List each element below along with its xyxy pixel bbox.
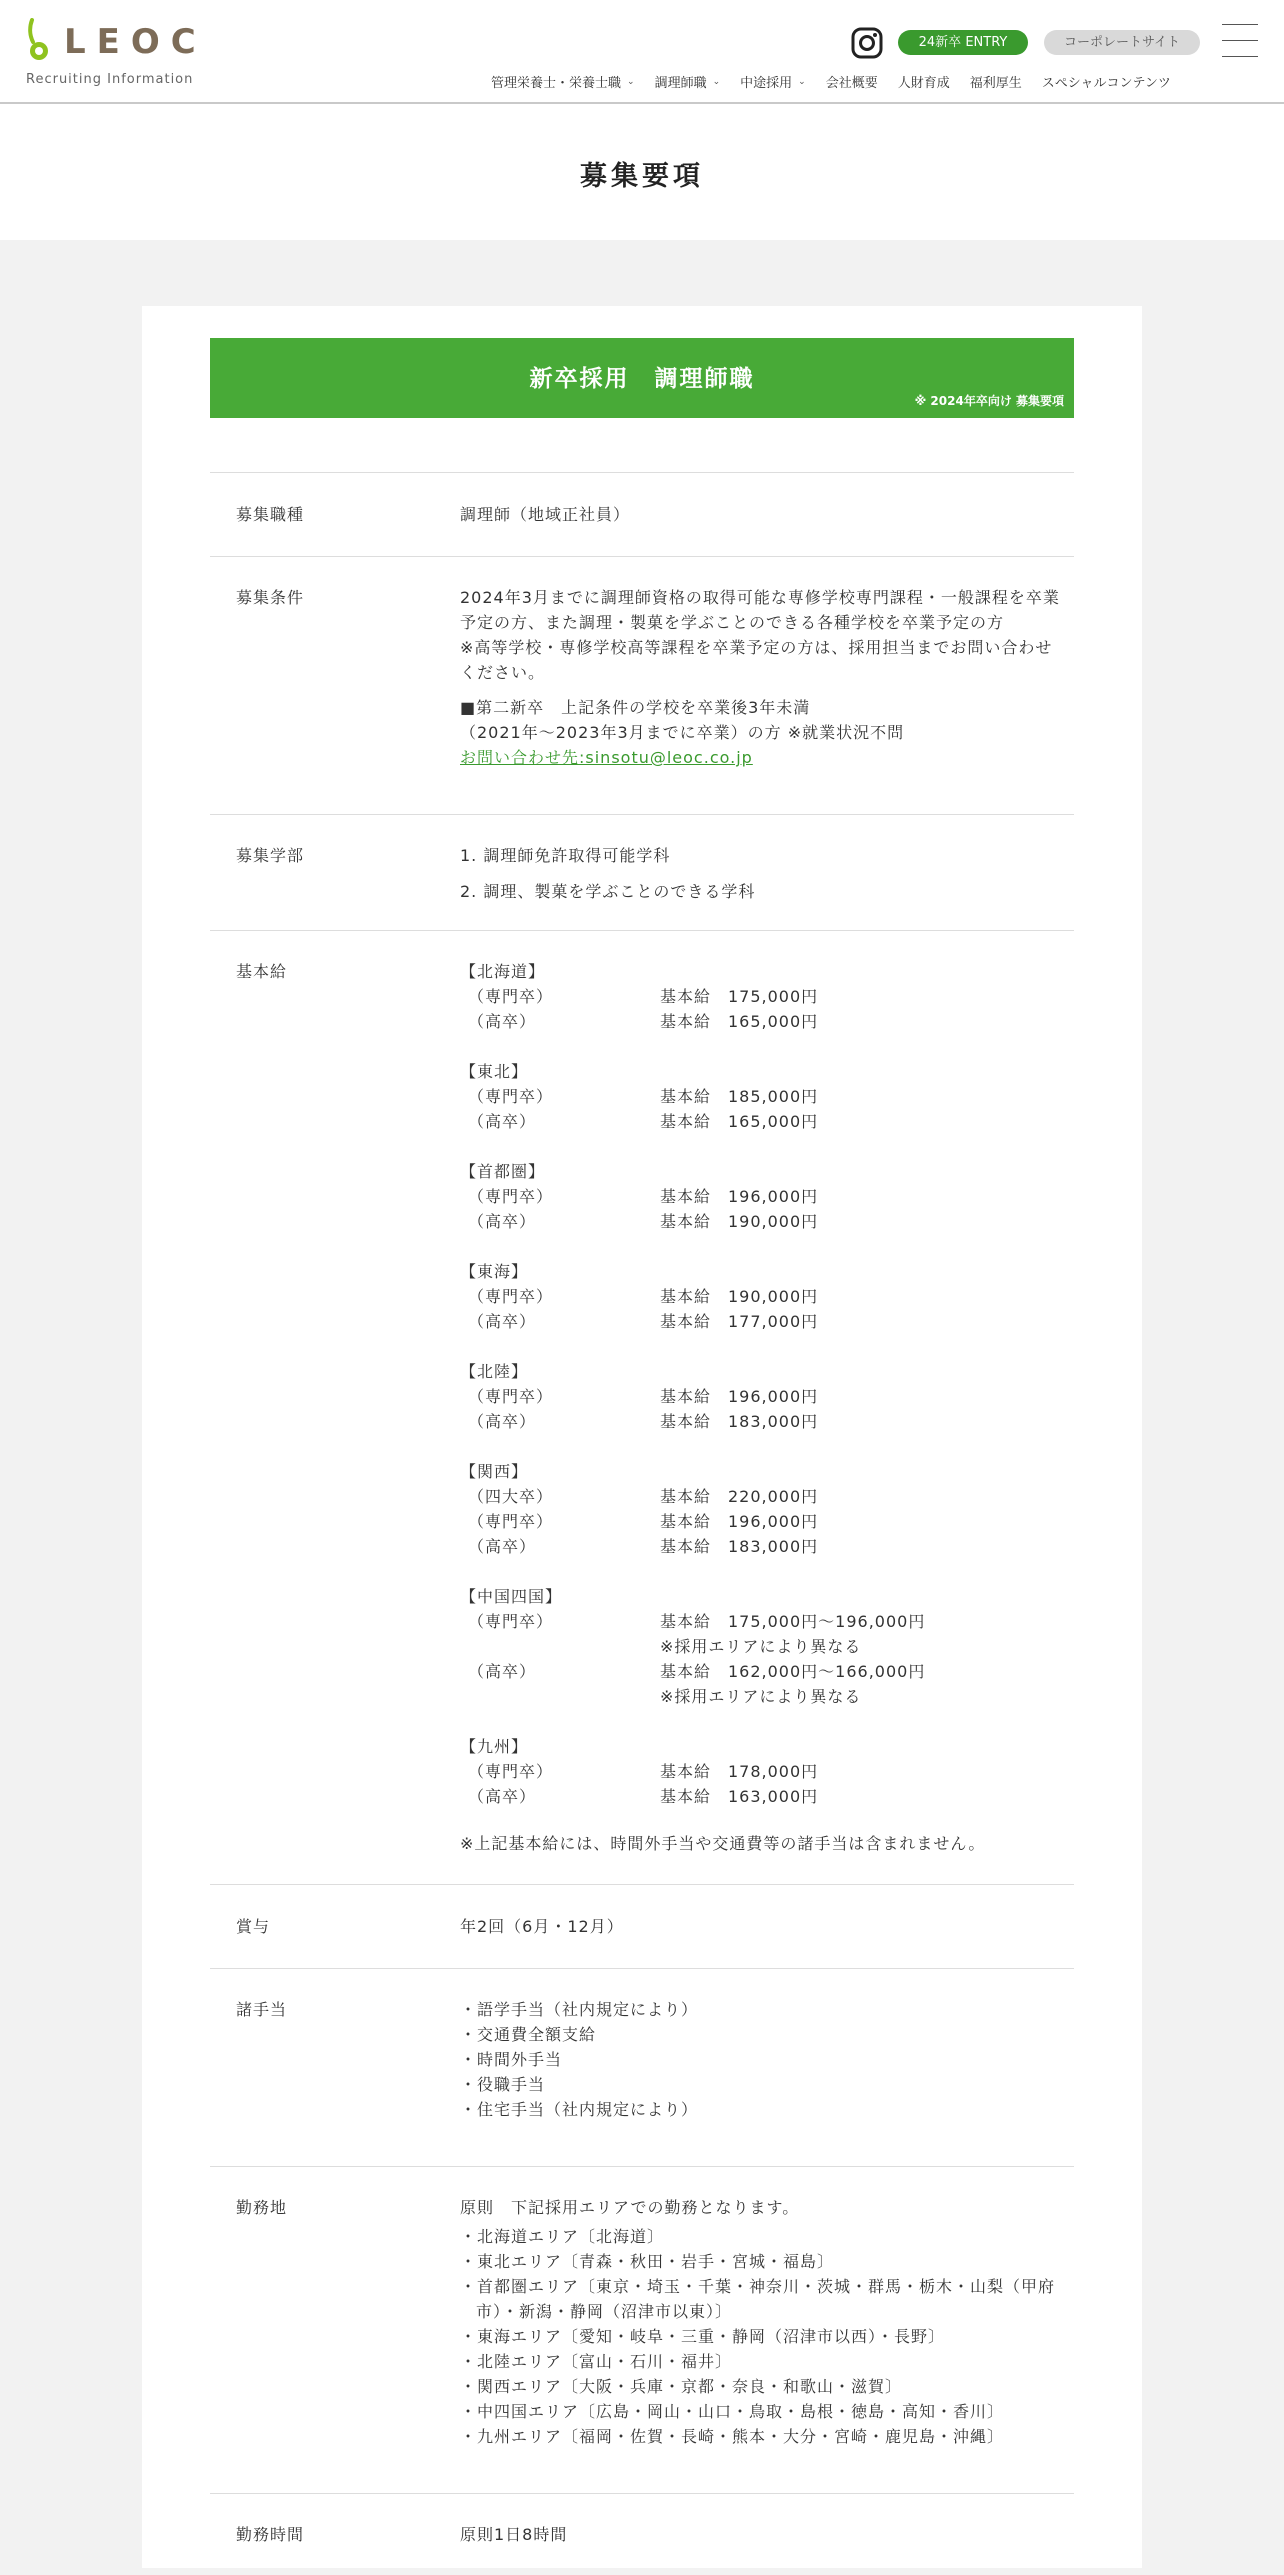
banner-title: 新卒採用 調理師職	[529, 366, 755, 392]
education-level: （四大卒）	[468, 1487, 554, 1506]
salary-amount: 基本給 178,000円	[660, 1762, 819, 1781]
salary-amount: ※採用エリアにより異なる	[660, 1637, 862, 1656]
salary-amount: 基本給 177,000円	[660, 1312, 819, 1331]
nav-item-dietitian[interactable]	[491, 72, 635, 91]
list-item: ・北陸エリア〔富山・石川・福井〕	[460, 2352, 733, 2371]
row-value: 原則1日8時間	[460, 2525, 568, 2544]
salary-line	[460, 1609, 1064, 1634]
salary-amount: 基本給 165,000円	[660, 1112, 819, 1131]
education-level: （専門卒）	[468, 987, 554, 1006]
page-heading-area	[0, 104, 1284, 240]
list-item: ・東海エリア〔愛知・岐阜・三重・静岡（沼津市以西）・長野〕	[460, 2327, 946, 2346]
condition-note: ※高等学校・専修学校高等課程を卒業予定の方は、採用担当までお問い合わせください。	[460, 638, 1053, 682]
salary-amount: 基本給 196,000円	[660, 1187, 819, 1206]
salary-line	[460, 1534, 1064, 1559]
chevron-down-icon: ⌄	[712, 76, 721, 87]
salary-amount: 基本給 175,000円	[660, 987, 819, 1006]
nav-label: 中途採用	[740, 76, 793, 91]
row-job	[210, 473, 1074, 557]
list-item: ・語学手当（社内規定により）	[460, 2000, 699, 2019]
education-level: （高卒）	[468, 1787, 537, 1806]
row-label: 募集職種	[236, 505, 305, 524]
list-item: 2. 調理、製菓を学ぶことのできる学科	[460, 882, 756, 901]
nav-item-midcareer[interactable]	[740, 72, 806, 91]
list-item: ・中四国エリア〔広島・岡山・山口・鳥取・島根・徳島・高知・香川〕	[460, 2402, 1005, 2421]
education-level: （専門卒）	[468, 1762, 554, 1781]
salary-amount: 基本給 162,000円～166,000円	[660, 1662, 926, 1681]
nav-item-welfare[interactable]	[970, 72, 1022, 91]
region-name: 【首都圏】	[460, 1162, 546, 1181]
list-item: 1. 調理師免許取得可能学科	[460, 846, 671, 865]
salary-line	[460, 1184, 1064, 1209]
salary-line	[460, 1659, 1064, 1684]
list-item: ・関西エリア〔大阪・兵庫・京都・奈良・和歌山・滋賀〕	[460, 2377, 903, 2396]
salary-line	[460, 1309, 1064, 1334]
salary-region	[460, 1259, 1064, 1334]
salary-region	[460, 1359, 1064, 1434]
row-label: 基本給	[236, 962, 288, 981]
salary-line	[460, 1384, 1064, 1409]
list-item: ・東北エリア〔青森・秋田・岩手・宮城・福島〕	[460, 2252, 835, 2271]
chevron-down-icon: ⌄	[627, 76, 635, 87]
banner-note: ※ 2024年卒向け 募集要項	[914, 394, 1064, 408]
salary-amount: 基本給 183,000円	[660, 1412, 819, 1431]
salary-amount: 基本給 190,000円	[660, 1212, 819, 1231]
entry-button[interactable]: 24新卒 ENTRY	[898, 30, 1028, 55]
region-name: 【北海道】	[460, 962, 546, 981]
salary-amount: 基本給 196,000円	[660, 1512, 819, 1531]
salary-amount: 基本給 163,000円	[660, 1787, 819, 1806]
salary-amount: ※採用エリアにより異なる	[660, 1687, 862, 1706]
second-graduate-note: （2021年～2023年3月までに卒業）の方 ※就業状況不問	[460, 723, 905, 742]
row-label: 募集学部	[236, 846, 305, 865]
salary-region	[460, 1734, 1064, 1809]
region-name: 【北陸】	[460, 1362, 529, 1381]
nav-item-training[interactable]	[898, 72, 950, 91]
row-bonus	[210, 1885, 1074, 1969]
salary-line	[460, 1634, 1064, 1659]
requirements-table	[210, 472, 1074, 2575]
education-level: （高卒）	[468, 1212, 537, 1231]
row-value	[460, 585, 1074, 770]
salary-line	[460, 1109, 1064, 1134]
salary-amount: 基本給 196,000円	[660, 1387, 819, 1406]
global-nav	[491, 72, 1191, 91]
row-label: 勤務地	[236, 2198, 288, 2217]
education-level	[468, 1684, 660, 1709]
hamburger-menu-icon[interactable]	[1222, 24, 1258, 58]
salary-line	[460, 1209, 1064, 1234]
instagram-icon[interactable]	[850, 26, 884, 60]
region-name: 【中国四国】	[460, 1587, 563, 1606]
education-level: （高卒）	[468, 1012, 537, 1031]
recruitment-card	[142, 306, 1142, 2568]
education-level: （専門卒）	[468, 1612, 554, 1631]
region-name: 【東海】	[460, 1262, 529, 1281]
salary-regions	[460, 959, 1064, 1809]
recruitment-banner	[210, 338, 1074, 418]
chevron-down-icon: ⌄	[798, 76, 806, 87]
list-item: ・時間外手当	[460, 2050, 563, 2069]
contact-email-link[interactable]: お問い合わせ先:sinsotu@leoc.co.jp	[460, 748, 753, 767]
salary-line	[460, 1759, 1064, 1784]
leoc-logo[interactable]	[26, 18, 207, 64]
education-level: （高卒）	[468, 1112, 537, 1131]
leaf-logo-icon	[26, 18, 50, 62]
corporate-site-button[interactable]: コーポレートサイト	[1044, 30, 1200, 55]
region-name: 【東北】	[460, 1062, 529, 1081]
row-value: 年2回（6月・12月）	[460, 1917, 624, 1936]
salary-line	[460, 1484, 1064, 1509]
salary-region	[460, 1159, 1064, 1234]
education-level: （専門卒）	[468, 1187, 554, 1206]
list-item: ・北海道エリア〔北海道〕	[460, 2227, 665, 2246]
salary-region	[460, 959, 1064, 1034]
education-level: （高卒）	[468, 1312, 537, 1331]
nav-label: 会社概要	[825, 76, 878, 91]
row-value	[460, 1997, 1074, 2122]
row-hours	[210, 2494, 1074, 2575]
site-header	[0, 0, 1284, 104]
nav-label: 管理栄養士・栄養士職	[491, 76, 622, 91]
list-item: ・交通費全額支給	[460, 2025, 597, 2044]
page-title: 募集要項	[580, 161, 704, 192]
salary-amount: 基本給 185,000円	[660, 1087, 819, 1106]
salary-amount: 基本給 190,000円	[660, 1287, 819, 1306]
salary-line	[460, 984, 1064, 1009]
nav-label: 福利厚生	[969, 76, 1022, 91]
education-level: （専門卒）	[468, 1512, 554, 1531]
salary-line	[460, 1684, 1064, 1709]
row-salary	[210, 931, 1074, 1885]
list-item: ・九州エリア〔福岡・佐賀・長崎・熊本・大分・宮崎・鹿児島・沖縄〕	[460, 2427, 1005, 2446]
salary-line	[460, 1784, 1064, 1809]
row-value	[460, 959, 1074, 1856]
education-level: （高卒）	[468, 1662, 537, 1681]
row-label: 賞与	[236, 1917, 271, 1936]
second-graduate-text: ■第二新卒 上記条件の学校を卒業後3年未満	[460, 698, 811, 717]
row-allowance	[210, 1969, 1074, 2167]
salary-line	[460, 1084, 1064, 1109]
education-level: （高卒）	[468, 1537, 537, 1556]
nav-item-cook[interactable]	[655, 72, 721, 91]
row-label: 募集条件	[236, 588, 305, 607]
row-faculty	[210, 815, 1074, 931]
salary-region	[460, 1459, 1064, 1559]
row-location	[210, 2167, 1074, 2494]
salary-region	[460, 1584, 1064, 1709]
nav-item-company[interactable]	[826, 72, 878, 91]
row-value: 調理師（地域正社員）	[460, 505, 631, 524]
salary-line	[460, 1284, 1064, 1309]
list-item: ・役職手当	[460, 2075, 546, 2094]
location-intro: 原則 下記採用エリアでの勤務となります。	[460, 2198, 800, 2217]
region-name: 【九州】	[460, 1737, 529, 1756]
salary-note: ※上記基本給には、時間外手当や交通費等の諸手当は含まれません。	[460, 1834, 986, 1853]
salary-amount: 基本給 183,000円	[660, 1537, 819, 1556]
row-value	[460, 843, 1074, 904]
education-level: （専門卒）	[468, 1087, 554, 1106]
list-item: ・首都圏エリア〔東京・埼玉・千葉・神奈川・茨城・群馬・栃木・山梨（甲府市）・新潟・静岡（沼津市以東）〕	[460, 2277, 1056, 2321]
region-name: 【関西】	[460, 1462, 529, 1481]
salary-region	[460, 1059, 1064, 1134]
salary-line	[460, 1009, 1064, 1034]
list-item: ・住宅手当（社内規定により）	[460, 2100, 699, 2119]
row-label: 勤務時間	[236, 2525, 305, 2544]
education-level: （高卒）	[468, 1412, 537, 1431]
salary-amount: 基本給 165,000円	[660, 1012, 819, 1031]
row-condition	[210, 557, 1074, 815]
salary-amount: 基本給 220,000円	[660, 1487, 819, 1506]
logo-text: LEOC	[64, 22, 207, 62]
education-level: （専門卒）	[468, 1387, 554, 1406]
education-level: （専門卒）	[468, 1287, 554, 1306]
nav-label: スペシャルコンテンツ	[1041, 76, 1171, 91]
education-level	[468, 1634, 660, 1659]
nav-item-special[interactable]	[1042, 72, 1171, 91]
logo-subtitle: Recruiting Information	[26, 72, 194, 87]
salary-line	[460, 1409, 1064, 1434]
nav-label: 調理師職	[654, 76, 707, 91]
nav-label: 人財育成	[897, 76, 950, 91]
row-label: 諸手当	[236, 2000, 288, 2019]
salary-line	[460, 1509, 1064, 1534]
condition-text: 2024年3月までに調理師資格の取得可能な専修学校専門課程・一般課程を卒業予定の方、また調理・製菓を学ぶことのできる各種学校を卒業予定の方	[460, 588, 1060, 632]
salary-amount: 基本給 175,000円～196,000円	[660, 1612, 926, 1631]
row-value	[460, 2195, 1074, 2449]
